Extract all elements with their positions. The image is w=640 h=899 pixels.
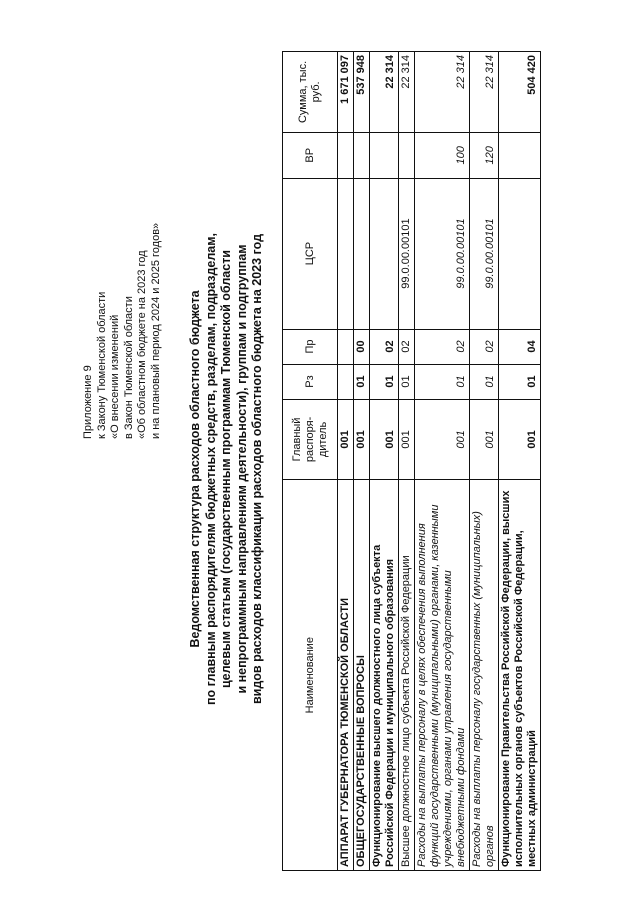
title-line: и непрограммным направлениям деятельности), группам и подгруппам bbox=[234, 244, 249, 694]
cell-grbs: 001 bbox=[399, 399, 415, 480]
header-name: Наименование bbox=[283, 480, 338, 871]
annex-header bbox=[82, 19, 163, 439]
cell-name: Расходы на выплаты персоналу в целях обеспечения выполнения функций государственными (муниципальными) органами, казенными учреждениями, органами управления государственными внебюджетными фондами bbox=[415, 480, 470, 871]
cell-rz: 01 bbox=[470, 364, 499, 399]
cell-pr: 02 bbox=[399, 329, 415, 364]
table-row bbox=[415, 52, 470, 871]
cell-csr bbox=[338, 178, 354, 329]
title-line: видов расходов классификации расходов областного бюджета на 2023 год bbox=[250, 234, 264, 705]
cell-pr: 04 bbox=[499, 329, 541, 364]
table-row bbox=[370, 52, 399, 871]
title-line: Ведомственная структура расходов областного бюджета bbox=[188, 290, 202, 648]
table-header-row bbox=[283, 52, 338, 871]
cell-vr bbox=[370, 132, 399, 178]
cell-sum: 504 420 bbox=[499, 52, 541, 133]
table-row bbox=[338, 52, 354, 871]
cell-pr: 02 bbox=[415, 329, 470, 364]
cell-rz: 01 bbox=[370, 364, 399, 399]
cell-sum: 22 314 bbox=[399, 52, 415, 133]
header-grbs: Главный распоря-дитель bbox=[283, 399, 338, 480]
cell-grbs: 001 bbox=[338, 399, 354, 480]
table-row bbox=[354, 52, 370, 871]
annex-line: Приложение 9 bbox=[82, 365, 94, 439]
header-vr: ВР bbox=[283, 132, 338, 178]
cell-name: Функционирование высшего должностного лица субъекта Российской Федерации и муниципального образования bbox=[370, 480, 399, 871]
header-csr: ЦСР bbox=[283, 178, 338, 329]
annex-line: «Об областном бюджете на 2023 год bbox=[136, 250, 148, 439]
table-row bbox=[399, 52, 415, 871]
annex-line: и на плановый период 2024 и 2025 годов» bbox=[149, 222, 162, 439]
header-sum: Сумма, тыс. руб. bbox=[283, 52, 338, 133]
cell-name: Высшее должностное лицо субъекта Российской Федерации bbox=[399, 480, 415, 871]
cell-sum: 537 948 bbox=[354, 52, 370, 133]
cell-csr: 99.0.00.00101 bbox=[399, 178, 415, 329]
cell-vr: 120 bbox=[470, 132, 499, 178]
cell-rz: 01 bbox=[499, 364, 541, 399]
cell-name: Функционирование Правительства Российской Федерации, высших исполнительных органов субъектов Российской Федерации, местных администраций bbox=[499, 480, 541, 871]
table-row bbox=[470, 52, 499, 871]
cell-csr: 99.0.00.00101 bbox=[415, 178, 470, 329]
cell-sum: 1 671 097 bbox=[338, 52, 354, 133]
annex-line: к Закону Тюменской области bbox=[95, 291, 108, 439]
title-line: по главным распорядителям бюджетных средств, разделам, подразделам, bbox=[203, 233, 218, 705]
cell-pr: 02 bbox=[370, 329, 399, 364]
cell-name: Расходы на выплаты персоналу государственных (муниципальных) органов bbox=[470, 480, 499, 871]
cell-name: ОБЩЕГОСУДАРСТВЕННЫЕ ВОПРОСЫ bbox=[354, 480, 370, 871]
cell-csr bbox=[499, 178, 541, 329]
cell-sum: 22 314 bbox=[470, 52, 499, 133]
cell-csr bbox=[370, 178, 399, 329]
cell-grbs: 001 bbox=[470, 399, 499, 480]
budget-structure-table bbox=[282, 51, 541, 871]
header-pr: Пр bbox=[283, 329, 338, 364]
cell-sum: 22 314 bbox=[370, 52, 399, 133]
annex-line: в Закон Тюменской области bbox=[122, 296, 135, 439]
cell-csr bbox=[354, 178, 370, 329]
cell-rz bbox=[338, 364, 354, 399]
cell-pr bbox=[338, 329, 354, 364]
cell-rz: 01 bbox=[354, 364, 370, 399]
cell-rz: 01 bbox=[399, 364, 415, 399]
cell-name: АППАРАТ ГУБЕРНАТОРА ТЮМЕНСКОЙ ОБЛАСТИ bbox=[338, 480, 354, 871]
cell-vr bbox=[499, 132, 541, 178]
cell-vr: 100 bbox=[415, 132, 470, 178]
cell-grbs: 001 bbox=[354, 399, 370, 480]
cell-grbs: 001 bbox=[370, 399, 399, 480]
table-row bbox=[499, 52, 541, 871]
cell-sum: 22 314 bbox=[415, 52, 470, 133]
document-title bbox=[188, 119, 266, 819]
cell-pr: 00 bbox=[354, 329, 370, 364]
cell-pr: 02 bbox=[470, 329, 499, 364]
cell-grbs: 001 bbox=[415, 399, 470, 480]
cell-vr bbox=[338, 132, 354, 178]
title-line: целевым статьям (государственным программам Тюменской области bbox=[219, 250, 233, 688]
cell-vr bbox=[399, 132, 415, 178]
cell-csr: 99.0.00.00101 bbox=[470, 178, 499, 329]
cell-vr bbox=[354, 132, 370, 178]
header-rz: Рз bbox=[283, 364, 338, 399]
annex-line: «О внесении изменений bbox=[109, 314, 121, 439]
cell-grbs: 001 bbox=[499, 399, 541, 480]
cell-rz: 01 bbox=[415, 364, 470, 399]
